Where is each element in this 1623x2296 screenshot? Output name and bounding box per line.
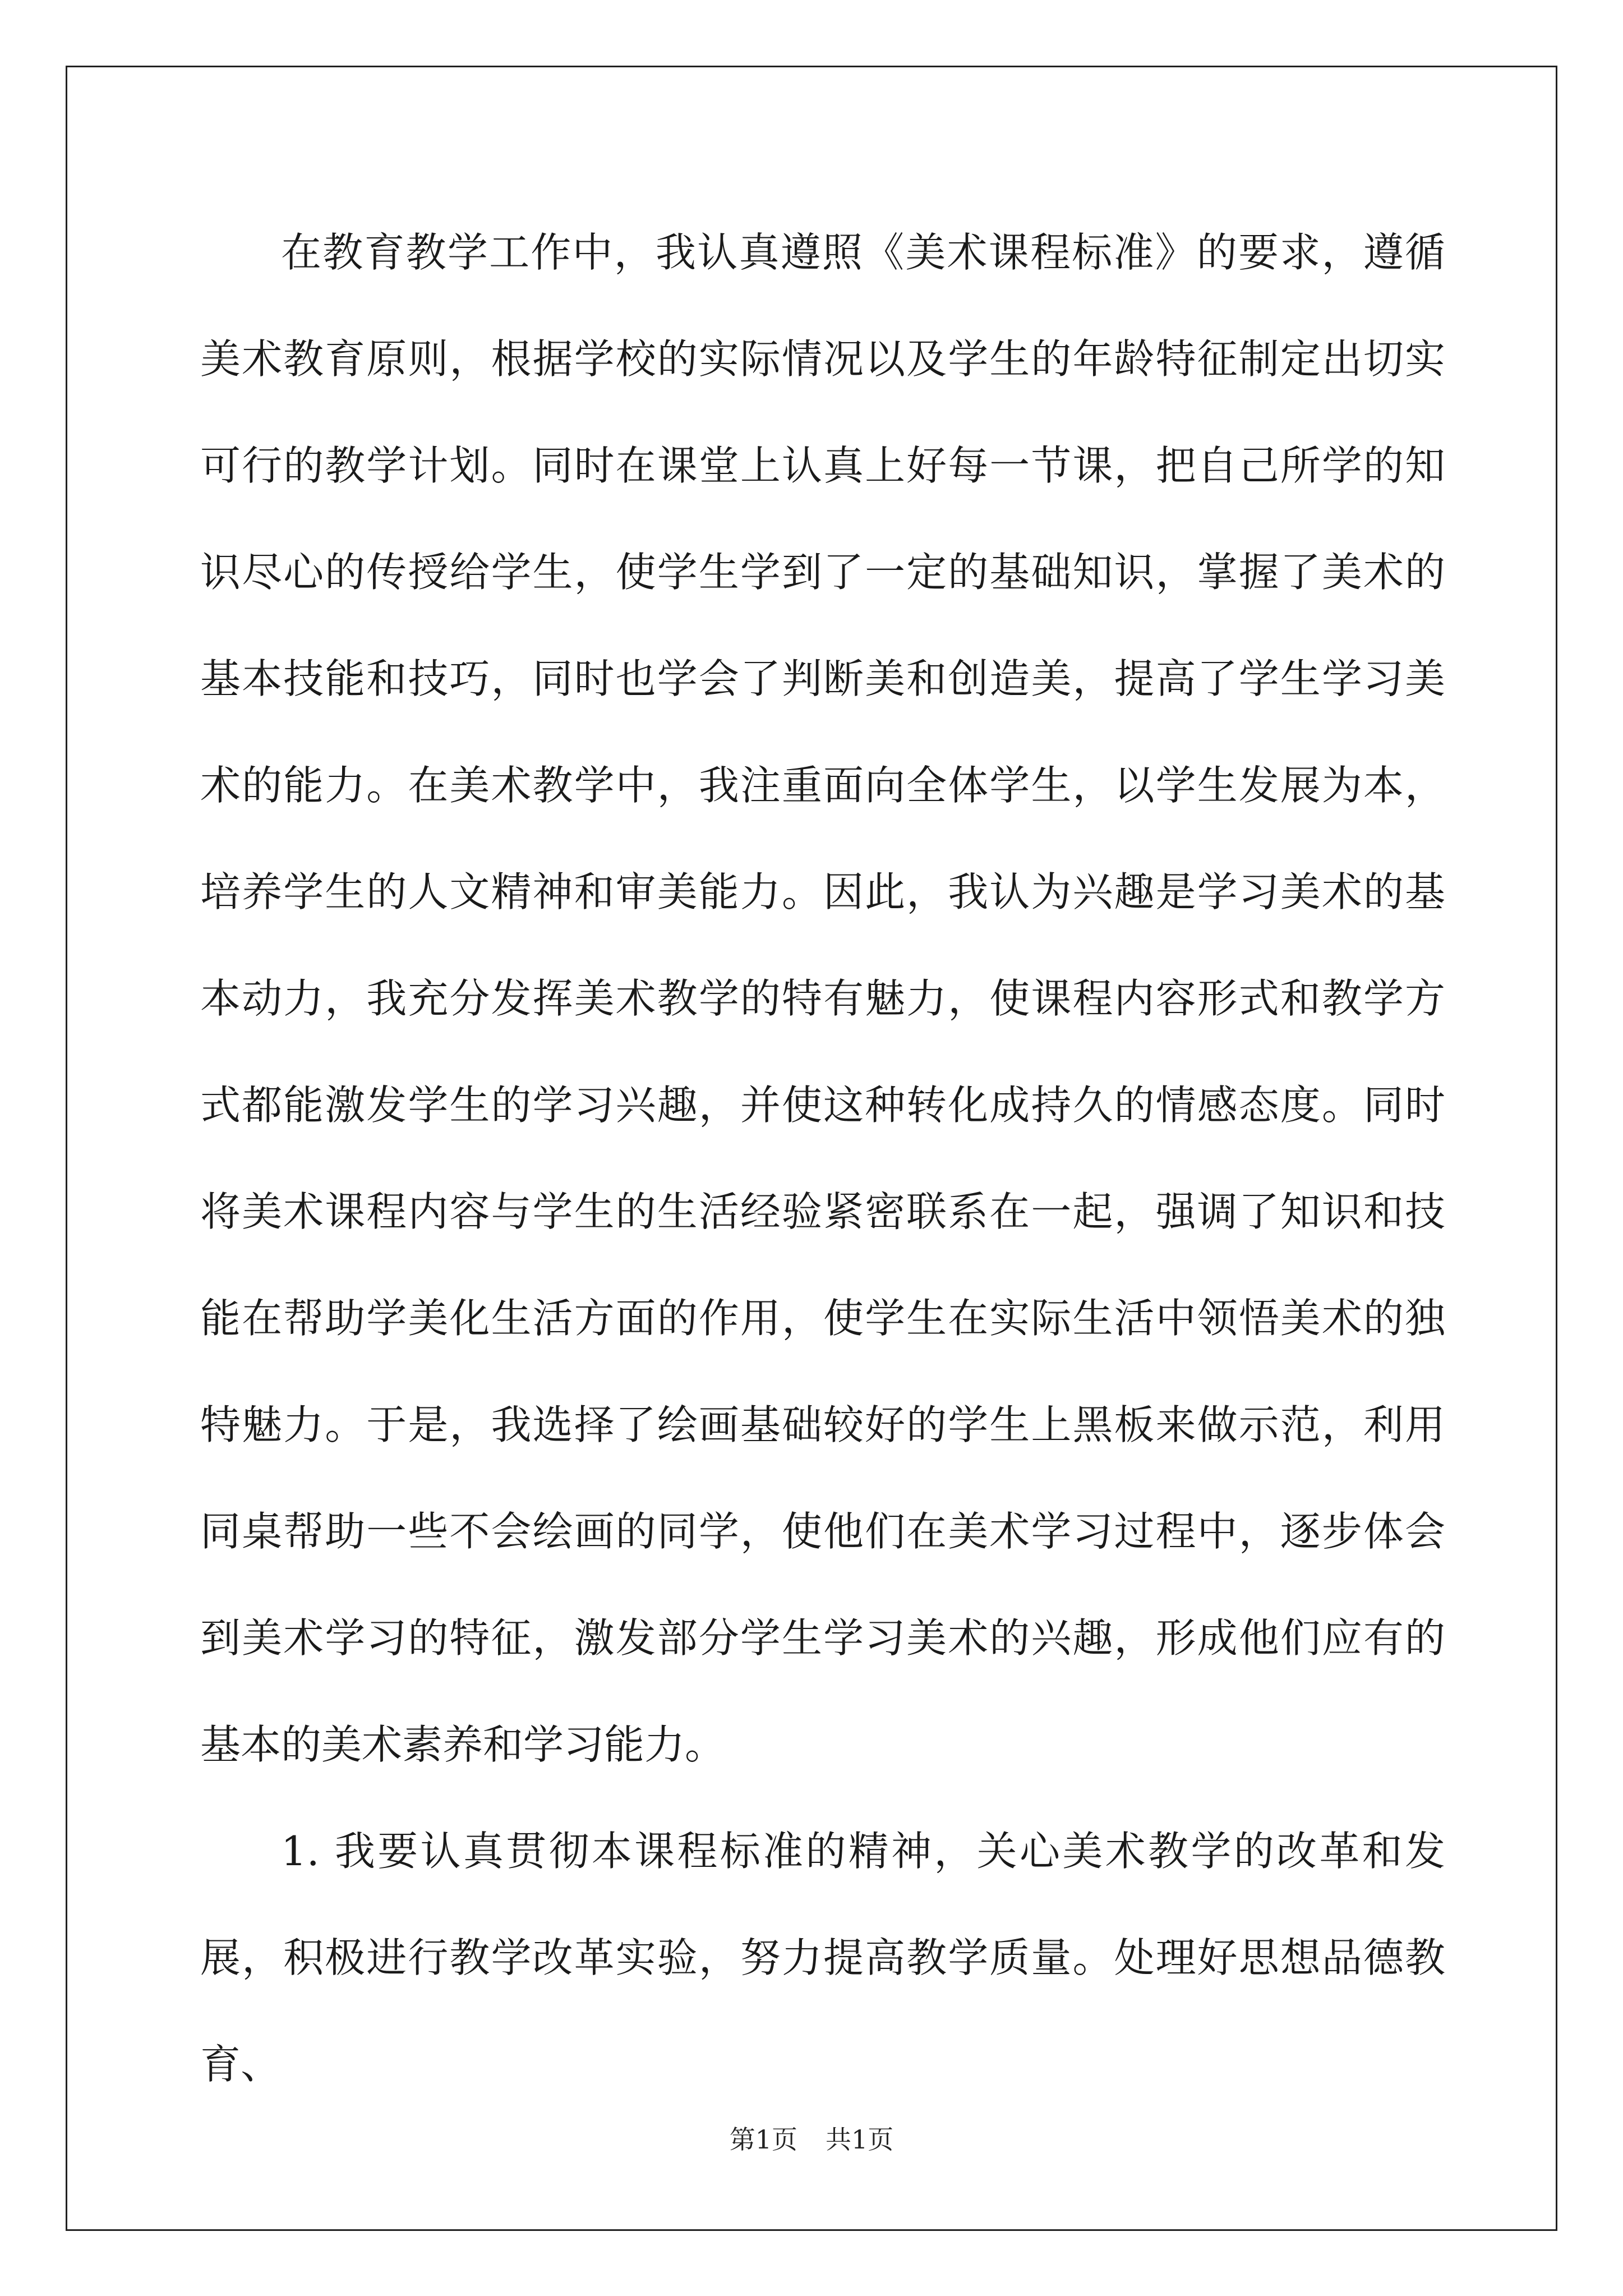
document-body (200, 199, 1445, 2118)
page-number-total: 共1页 (826, 2124, 894, 2155)
page-number-current: 第1页 (729, 2124, 797, 2155)
paragraph-1: 在教育教学工作中，我认真遵照《美术课程标准》的要求，遵循美术教育原则，根据学校的实际情况以及学生的年龄特征制定出切实可行的教学计划。同时在课堂上认真上好每一节课，把自己所学的知识尽心的传授给学生，使学生学到了一定的基础知识，掌握了美术的基本技能和技巧，同时也学会了判断美和创造美，提高了学生学习美术的能力。在美术教学中，我注重面向全体学生，以学生发展为本，培养学生的人文精神和审美能力。因此，我认为兴趣是学习美术的基本动力，我充分发挥美术教学的特有魅力，使课程内容形式和教学方式都能激发学生的学习兴趣，并使这种转化成持久的情感态度。同时将美术课程内容与学生的生活经验紧密联系在一起，强调了知识和技能在帮助学美化生活方面的作用，使学生在实际生活中领悟美术的独特魅力。于是，我选择了绘画基础较好的学生上黑板来做示范，利用同桌帮助一些不会绘画的同学，使他们在美术学习过程中，逐步体会到美术学习的特征，激发部分学生学习美术的兴趣，形成他们应有的基本的美术素养和学习能力。 (200, 229, 1445, 1768)
paragraph-2: 1. 我要认真贯彻本课程标准的精神，关心美术教学的改革和发展，积极进行教学改革实验，努力提高教学质量。处理好思想品德教育、 (200, 1828, 1445, 2088)
page-footer (0, 2119, 1623, 2156)
